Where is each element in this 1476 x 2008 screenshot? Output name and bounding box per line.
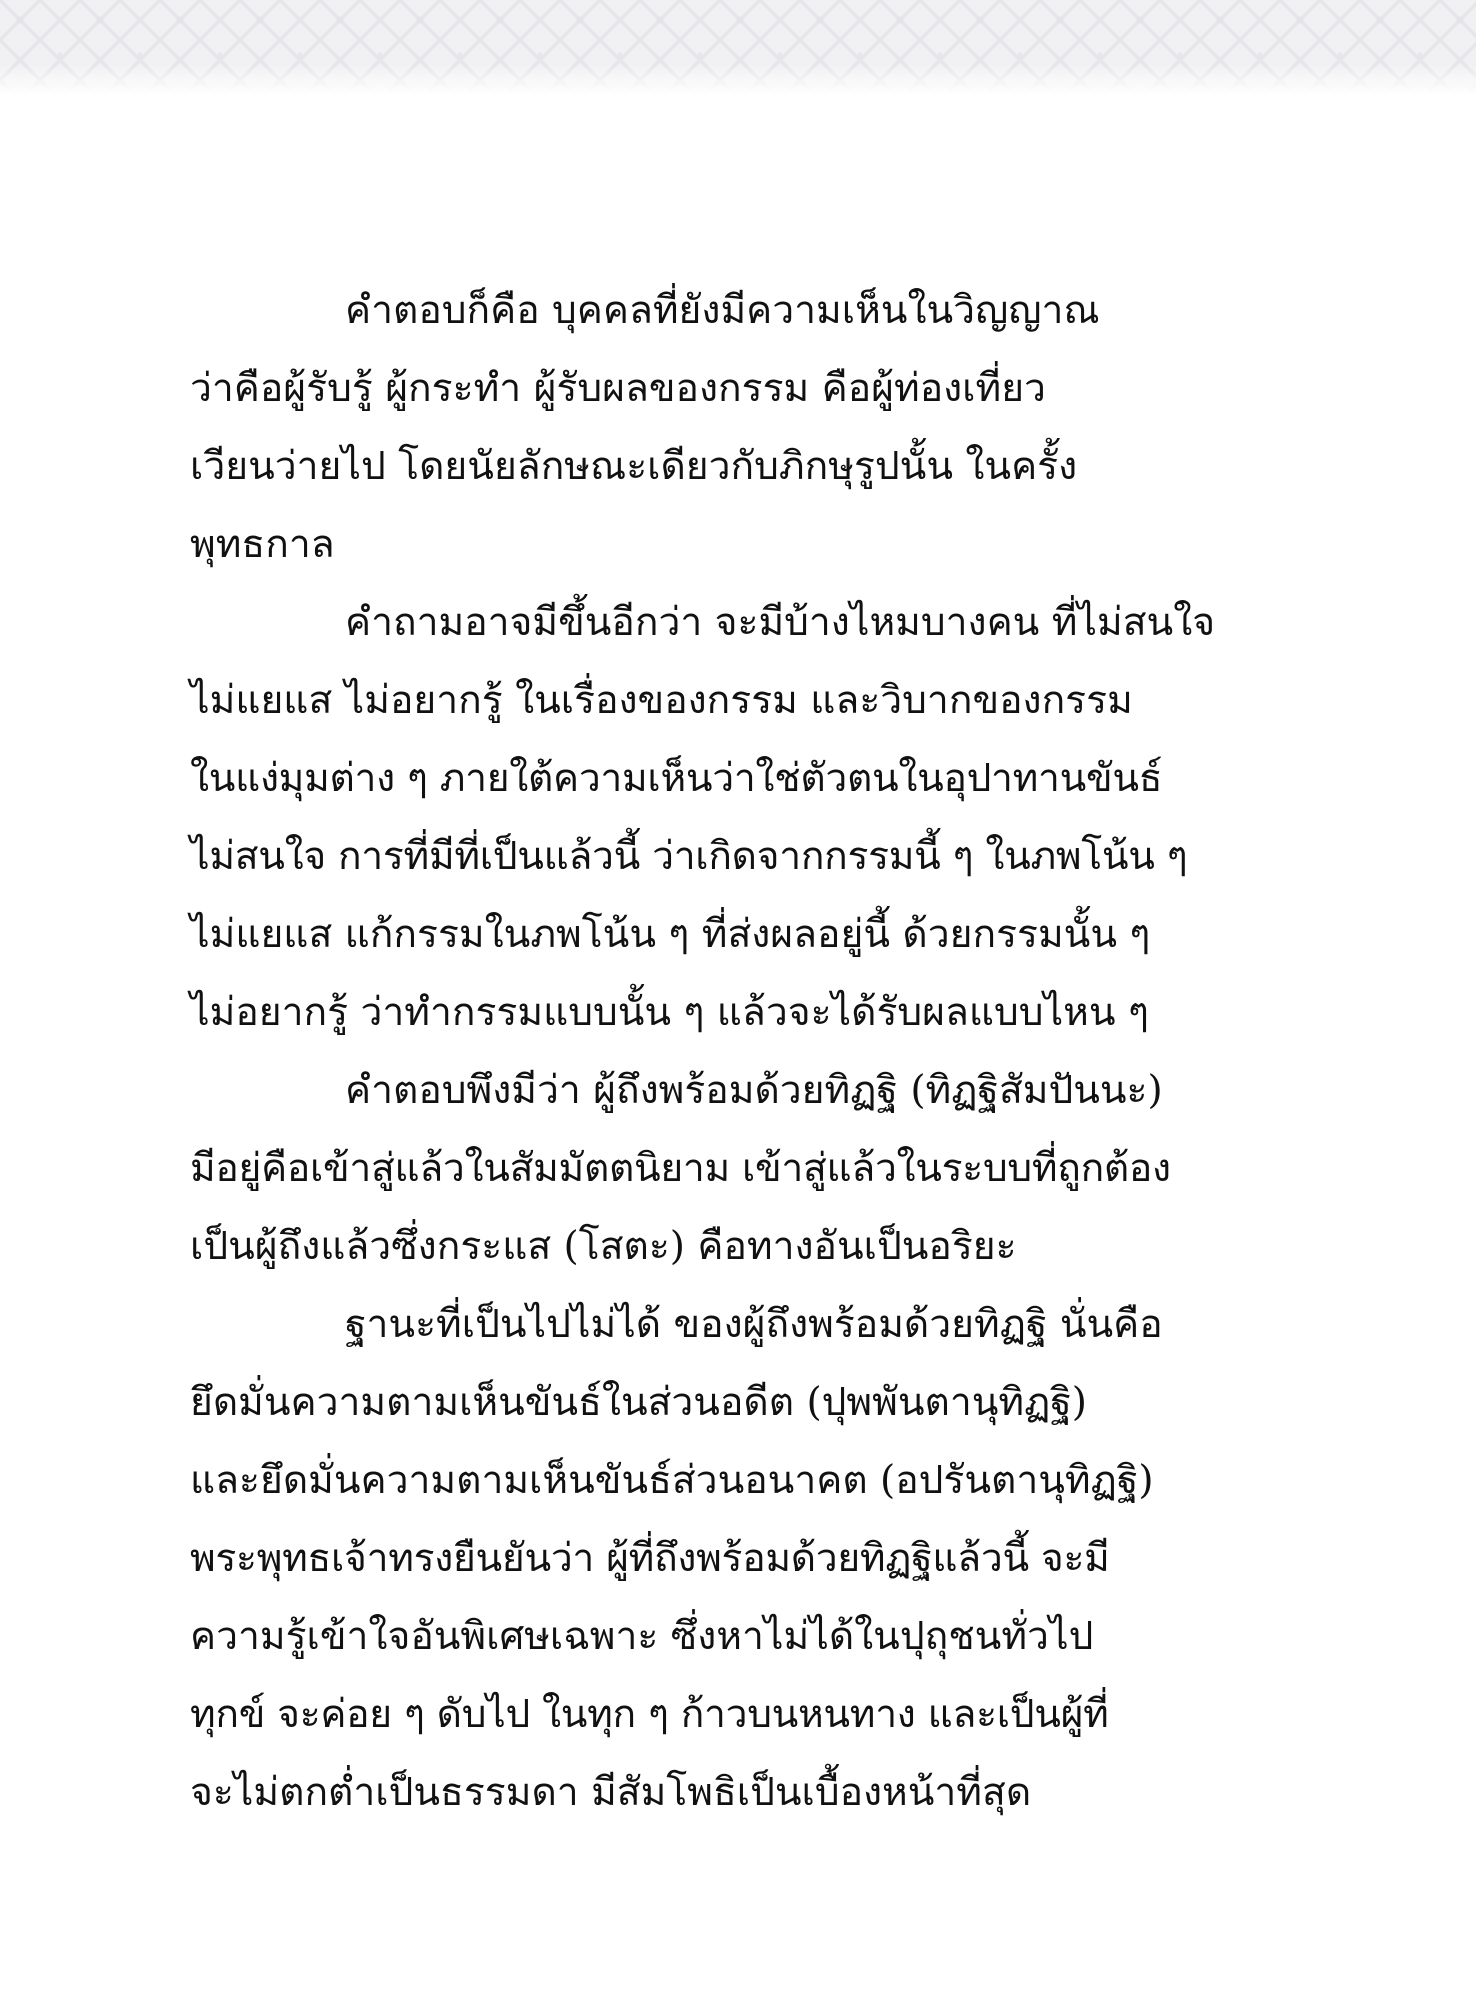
text-line: ในแง่มุมต่าง ๆ ภายใต้ความเห็นว่าใช่ตัวตนในอุปาทานขันธ์ <box>190 756 1163 801</box>
text-line: เป็นผู้ถึงแล้วซึ่งกระแส (โสตะ) คือทางอันเป็นอริยะ <box>190 1224 1017 1269</box>
text-line: พระพุทธเจ้าทรงยืนยันว่า ผู้ที่ถึงพร้อมด้วยทิฏฐิแล้วนี้ จะมี <box>190 1536 1110 1581</box>
text-line: เวียนว่ายไป โดยนัยลักษณะเดียวกับภิกษุรูปนั้น ในครั้ง <box>190 444 1078 489</box>
text-line: ไม่อยากรู้ ว่าทำกรรมแบบนั้น ๆ แล้วจะได้รับผลแบบไหน ๆ <box>190 990 1149 1035</box>
text-line: ว่าคือผู้รับรู้ ผู้กระทำ ผู้รับผลของกรรม คือผู้ท่องเที่ยว <box>190 366 1046 411</box>
text-line: คำตอบก็คือ บุคคลที่ยังมีความเห็นในวิญญาณ <box>345 288 1100 333</box>
text-line: พุทธกาล <box>190 522 335 567</box>
decorative-header-pattern <box>0 0 1476 95</box>
text-line: และยึดมั่นความตามเห็นขันธ์ส่วนอนาคต (อปรันตานุทิฏฐิ) <box>190 1458 1154 1503</box>
text-line: ไม่แยแส แก้กรรมในภพโน้น ๆ ที่ส่งผลอยู่นี้ ด้วยกรรมนั้น ๆ <box>190 912 1151 957</box>
text-line: ไม่แยแส ไม่อยากรู้ ในเรื่องของกรรม และวิบากของกรรม <box>190 678 1133 723</box>
text-line: ความรู้เข้าใจอันพิเศษเฉพาะ ซึ่งหาไม่ได้ในปุถุชนทั่วไป <box>190 1614 1094 1659</box>
text-line: ยึดมั่นความตามเห็นขันธ์ในส่วนอดีต (ปุพพันตานุทิฏฐิ) <box>190 1380 1087 1425</box>
text-line: คำถามอาจมีขึ้นอีกว่า จะมีบ้างไหมบางคน ที่ไม่สนใจ <box>345 600 1216 645</box>
document-body <box>190 272 1216 1832</box>
text-line: ไม่สนใจ การที่มีที่เป็นแล้วนี้ ว่าเกิดจากกรรมนี้ ๆ ในภพโน้น ๆ <box>190 834 1188 879</box>
text-line: ทุกข์ จะค่อย ๆ ดับไป ในทุก ๆ ก้าวบนหนทาง และเป็นผู้ที่ <box>190 1692 1109 1737</box>
text-line: ฐานะที่เป็นไปไม่ได้ ของผู้ถึงพร้อมด้วยทิฏฐิ นั่นคือ <box>345 1302 1163 1347</box>
text-line: คำตอบพึงมีว่า ผู้ถึงพร้อมด้วยทิฏฐิ (ทิฏฐิสัมปันนะ) <box>345 1068 1163 1113</box>
text-line: มีอยู่คือเข้าสู่แล้วในสัมมัตตนิยาม เข้าสู่แล้วในระบบที่ถูกต้อง <box>190 1146 1171 1191</box>
text-line: จะไม่ตกต่ำเป็นธรรมดา มีสัมโพธิเป็นเบื้องหน้าที่สุด <box>190 1770 1032 1815</box>
